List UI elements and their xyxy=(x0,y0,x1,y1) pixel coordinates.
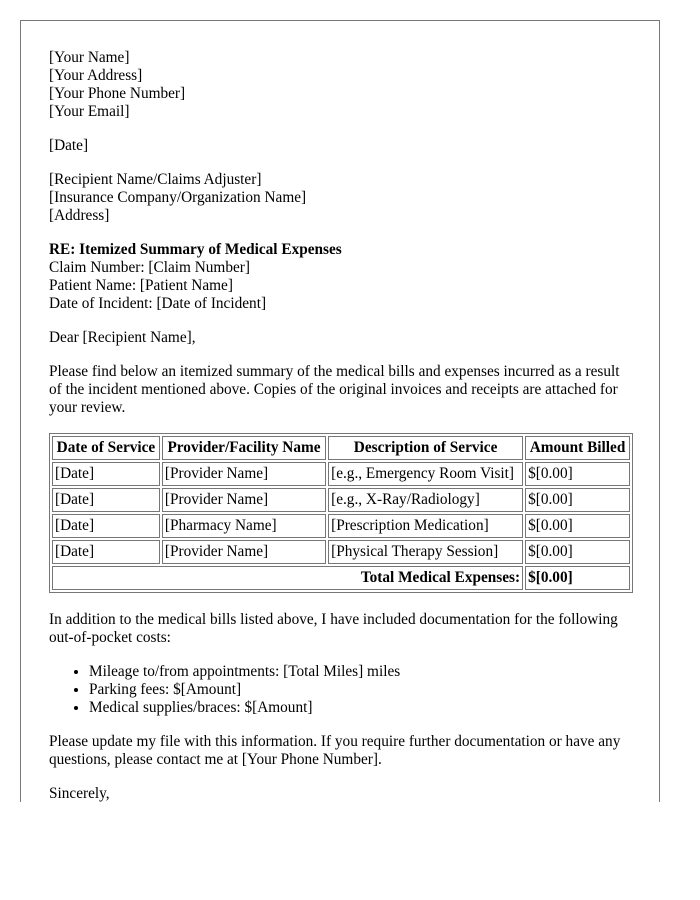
re-subject: RE: Itemized Summary of Medical Expenses xyxy=(49,241,342,258)
cell-amount: $[0.00] xyxy=(525,514,630,538)
patient-name: Patient Name: [Patient Name] xyxy=(49,277,233,294)
cell-amount: $[0.00] xyxy=(525,540,630,564)
header-provider: Provider/Facility Name xyxy=(162,436,326,460)
cell-amount: $[0.00] xyxy=(525,488,630,512)
total-value: $[0.00] xyxy=(525,566,630,590)
closing-paragraph: Please update my file with this information. If you require further documentation or have any questions, please contact me at [Your Phone Number]. xyxy=(49,733,621,768)
sender-phone: [Your Phone Number] xyxy=(49,85,186,102)
table-row xyxy=(52,514,630,538)
cell-description: [Prescription Medication] xyxy=(328,514,523,538)
re-block xyxy=(49,241,631,313)
cell-description: [e.g., X-Ray/Radiology] xyxy=(328,488,523,512)
table-total-row xyxy=(52,566,630,590)
costs-list xyxy=(49,663,631,717)
cell-provider: [Pharmacy Name] xyxy=(162,514,326,538)
cell-provider: [Provider Name] xyxy=(162,540,326,564)
recipient-company: [Insurance Company/Organization Name] xyxy=(49,189,307,206)
header-amount: Amount Billed xyxy=(525,436,630,460)
table-row xyxy=(52,462,630,486)
claim-number: Claim Number: [Claim Number] xyxy=(49,259,250,276)
cell-provider: [Provider Name] xyxy=(162,462,326,486)
date-block xyxy=(49,137,631,155)
header-description: Description of Service xyxy=(328,436,523,460)
table-row xyxy=(52,488,630,512)
salutation: Dear [Recipient Name], xyxy=(49,329,196,346)
table-row xyxy=(52,540,630,564)
table-header-row xyxy=(52,436,630,460)
cell-date: [Date] xyxy=(52,540,160,564)
cell-description: [Physical Therapy Session] xyxy=(328,540,523,564)
additional-paragraph: In addition to the medical bills listed above, I have included documentation for the following out-of-pocket costs: xyxy=(49,611,618,646)
recipient-name: [Recipient Name/Claims Adjuster] xyxy=(49,171,262,188)
cell-description: [e.g., Emergency Room Visit] xyxy=(328,462,523,486)
sender-block xyxy=(49,49,631,121)
letter-page xyxy=(20,20,660,802)
letter-date: [Date] xyxy=(49,137,89,154)
expenses-table xyxy=(49,433,633,593)
cell-amount: $[0.00] xyxy=(525,462,630,486)
date-of-incident: Date of Incident: [Date of Incident] xyxy=(49,295,267,312)
cell-date: [Date] xyxy=(52,514,160,538)
sender-email: [Your Email] xyxy=(49,103,130,120)
list-item: • Mileage to/from appointments: [Total Miles] miles xyxy=(89,663,631,681)
list-item: • Medical supplies/braces: $[Amount] xyxy=(89,699,631,717)
cell-date: [Date] xyxy=(52,488,160,512)
list-item: • Parking fees: $[Amount] xyxy=(89,681,631,699)
recipient-address: [Address] xyxy=(49,207,110,224)
header-date-of-service: Date of Service xyxy=(52,436,160,460)
recipient-block xyxy=(49,171,631,225)
cell-date: [Date] xyxy=(52,462,160,486)
sender-name: [Your Name] xyxy=(49,49,130,66)
intro-paragraph: Please find below an itemized summary of the medical bills and expenses incurred as a result of the incident mentioned above. Copies of the original invoices and receipts are attached for your review. xyxy=(49,363,620,416)
total-label: Total Medical Expenses: xyxy=(52,566,523,590)
sender-address: [Your Address] xyxy=(49,67,143,84)
signoff: Sincerely, xyxy=(49,785,110,802)
cell-provider: [Provider Name] xyxy=(162,488,326,512)
